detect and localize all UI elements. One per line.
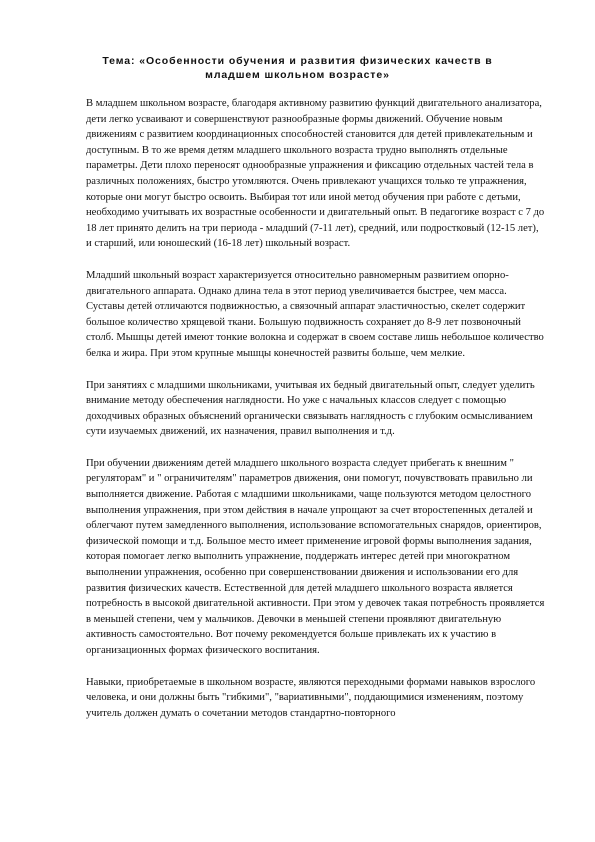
paragraph-2: Младший школьный возраст характеризуется относительно равномерным развитием опорно-двигательного аппарата. Однако длина тела в этот период увеличивается быстрее, чем масса. Суставы детей отличаются подвижностью, а связочный аппарат эластичностью, скелет содержит большое количество хрящевой ткани. Большую подвижность сохраняет до 8-9 лет позвоночный столб. Мышцы детей имеют тонкие волокна и содержат в своем составе лишь небольшое количество белка и жира. При этом крупные мышцы конечностей развиты больше, чем мелкие. bbox=[86, 269, 544, 359]
document-body bbox=[86, 96, 546, 737]
title-line-2: младшем школьном возрасте» bbox=[205, 69, 390, 81]
paragraph-5: Навыки, приобретаемые в школьном возрасте, являются переходными формами навыков взрослого человека, и они должны быть "гибкими", "вариативными", поддающимися изменениям, поэтому учитель должен думать о сочетании методов стандартно-повторного bbox=[86, 676, 536, 719]
document-title bbox=[60, 54, 535, 82]
paragraph-1: В младшем школьном возрасте, благодаря активному развитию функций двигательного анализатора, дети легко усваивают и совершенствуют разнообразные формы движений. Обучение новым движениям с развитием координационных способностей становится для детей привлекательным и доступным. В то же время детям младшего школьного возраста трудно выполнять отдельные параметры. Дети плохо переносят однообразные упражнения и фиксацию отдельных частей тела в различных положениях, быстро утомляются. Очень привлекают учащихся только те упражнения, которые они могут быстро освоить. Выбирая тот или иной метод обучения при работе с детьми, необходимо учитывать их возрастные особенности и двигательный опыт. В педагогике возраст с 7 до 18 лет принято делить на три периода - младший (7-11 лет), средний, или подростковый (12-15 лет), и старший, или юношеский (16-18 лет) школьный возраст. bbox=[86, 98, 545, 250]
paragraph-3: При занятиях с младшими школьниками, учитывая их бедный двигательный опыт, следует уделить внимание методу обеспечения наглядности. Но уже с начальных классов следует с помощью доходчивых образных объяснений органически связывать наглядность с глубоким осмысливанием сути изучаемых движений, их назначения, правил выполнения и т.д. bbox=[86, 379, 535, 438]
title-line-1: Тема: «Особенности обучения и развития физических качеств в bbox=[102, 55, 493, 67]
paragraph-4: При обучении движениям детей младшего школьного возраста следует прибегать к внешним " регуляторам" и " ограничителям" параметров движения, они помогут, почувствовать правильно ли выполняется движение. Работая с младшими школьниками, чаще пользуются методом целостного выполнения упражнения, при этом действия в начале упрощают за счет второстепенных деталей и облегчают путем замедленного выполнения, использование вспомогательных снарядов, ориентиров, физической помощи и т.д. Большое место имеет применение игровой формы выполнения задания, которая помогает легко выполнить упражнение, поддержать интерес детей при многократном выполнении упражнения, особенно при совершенствовании движения и использовании его для развития физических качеств. Естественной для детей младшего школьного возраста является потребность в высокой двигательной активности. При этом у девочек такая потребность проявляется в меньшей степени, чем у мальчиков. Девочки в меньшей степени проявляют двигательную активность самостоятельно. Вот почему рекомендуется больше привлекать их к участию в организационных формах физического воспитания. bbox=[86, 457, 545, 656]
